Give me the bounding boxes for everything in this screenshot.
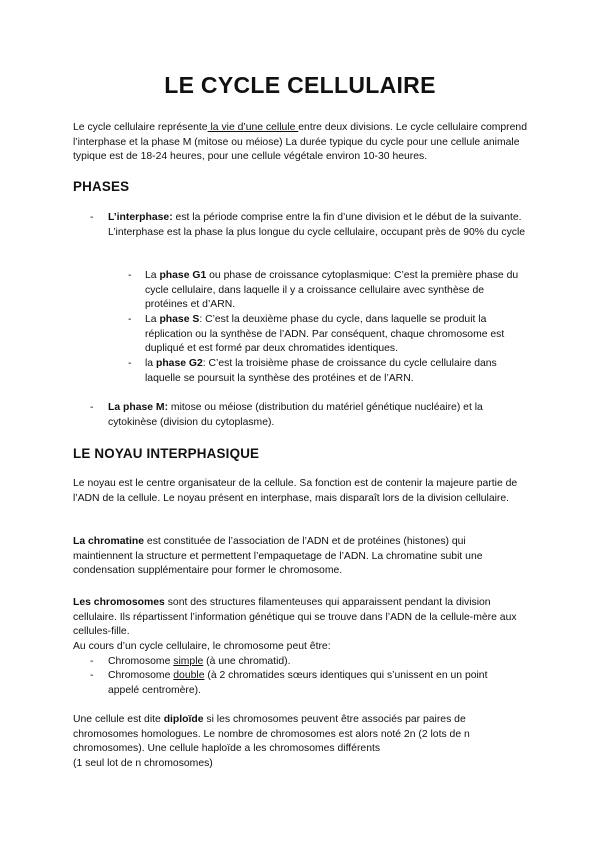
chromatine-paragraph xyxy=(73,535,519,579)
chromosome-list-intro: Au cours d’un cycle cellulaire, le chromosome peut être: xyxy=(73,641,331,652)
chromatine-text: est constituée de l’association de l’ADN et de protéines (histones) qui maintiennent la structure et permettent l’empaquetage de l’ADN. La chromatine subit une condensation supplémentaire pour former le chromosome. xyxy=(73,536,483,577)
chromosome-double-item xyxy=(108,669,520,698)
phase-g2-text: : C’est la troisième phase de croissance du cycle cellulaire dans laquelle se poursuit la synthèse des protéines et de l’ARN. xyxy=(145,358,497,384)
chromosome-simple-word: simple xyxy=(173,656,204,667)
phase-g1-label: phase G1 xyxy=(159,270,207,281)
diploide-text: si les chromosomes peuvent être associés par paires de chromosomes homologues. Le nombre de chromosomes est alors noté 2n (2 lots de n chromosomes). Une cellule haploïde a les chromosomes différents xyxy=(73,714,470,755)
chromosomes-text: sont des structures filamenteuses qui apparaissent pendant la division cellulaire. Ils répartissent l’information génétique qui se trouve dans l’ADN de la cellule-mère aux cellules-fille. xyxy=(73,597,517,638)
phase-m-text: mitose ou méiose (distribution du matériel génétique nucléaire) et la cytokinèse (division du cytoplasme). xyxy=(108,402,483,428)
bullet-dash: - xyxy=(128,270,132,281)
phase-s-label: phase S xyxy=(159,314,200,325)
phase-g1-pre: La xyxy=(145,270,160,281)
chromosomes-label: Les chromosomes xyxy=(73,597,165,608)
phase-g2-label: phase G2 xyxy=(155,358,203,369)
phase-g1-item xyxy=(145,269,523,313)
phase-m-label: La phase M: xyxy=(108,402,169,413)
diploide-paragraph xyxy=(73,713,521,757)
interphase-item xyxy=(108,211,528,240)
intro-underlined-phrase: la vie d’une cellule xyxy=(207,122,299,133)
chromosome-double-post: (à 2 chromatides sœurs identiques qui s’unissent en un point appelé centromère). xyxy=(108,670,488,696)
bullet-dash: - xyxy=(90,670,94,681)
noyau-paragraph: Le noyau est le centre organisateur de la cellule. Sa fonction est de contenir la majeure partie de l’ADN de la cellule. Le noyau présent en interphase, mais disparaît lors de la division cellulaire. xyxy=(73,478,518,504)
phase-s-item xyxy=(145,313,523,357)
intro-text-start: Le cycle cellulaire représente xyxy=(73,122,208,133)
diploide-label: diploïde xyxy=(163,714,204,725)
section-heading-phases: PHASES xyxy=(73,179,130,194)
chromosome-simple-pre: Chromosome xyxy=(108,656,174,667)
chromosome-simple-item xyxy=(108,655,528,670)
bullet-dash: - xyxy=(90,402,94,413)
page-title: LE CYCLE CELLULAIRE xyxy=(164,72,436,98)
bullet-dash: - xyxy=(90,212,94,223)
phase-g1-text: ou phase de croissance cytoplasmique: C’est la première phase du cycle cellulaire, dans laquelle il y a croissance cellulaire avec synthèse de protéines et d’ARN. xyxy=(145,270,519,311)
intro-text-end: entre deux divisions. Le cycle cellulaire comprend l’interphase et la phase M (mitose ou méiose) La durée typique du cycle pour une cellule animale typique est de 18-24 heures, pour une cellule végétale environ 10-30 heures. xyxy=(73,122,527,163)
interphase-text: est la période comprise entre la fin d’une division et le début de la suivante. L’interphase est la phase la plus longue du cycle cellulaire, occupant près de 90% du cycle xyxy=(108,212,526,238)
diploide-last-line: (1 seul lot de n chromosomes) xyxy=(73,758,213,769)
bullet-dash: - xyxy=(128,358,132,369)
phase-g2-pre: la xyxy=(145,358,156,369)
phase-g2-item xyxy=(145,357,523,386)
bullet-dash: - xyxy=(128,314,132,325)
intro-paragraph xyxy=(73,121,531,165)
chromosome-simple-post: (à une chromatid). xyxy=(203,656,291,667)
diploide-pre: Une cellule est dite xyxy=(73,714,164,725)
phase-s-pre: La xyxy=(145,314,160,325)
chromosomes-paragraph xyxy=(73,596,529,640)
chromosome-double-word: double xyxy=(173,670,205,681)
bullet-dash: - xyxy=(90,656,94,667)
phase-m-item xyxy=(108,401,528,430)
interphase-label: L’interphase: xyxy=(108,212,173,223)
section-heading-noyau: LE NOYAU INTERPHASIQUE xyxy=(73,446,260,461)
chromosome-double-pre: Chromosome xyxy=(108,670,174,681)
chromatine-label: La chromatine xyxy=(73,536,145,547)
phase-s-text: : C’est la deuxième phase du cycle, dans laquelle se produit la réplication ou la synthèse de l’ADN. Par conséquent, chaque chromosome est dupliqué et est formé par deux chromatides identiques. xyxy=(145,314,505,355)
